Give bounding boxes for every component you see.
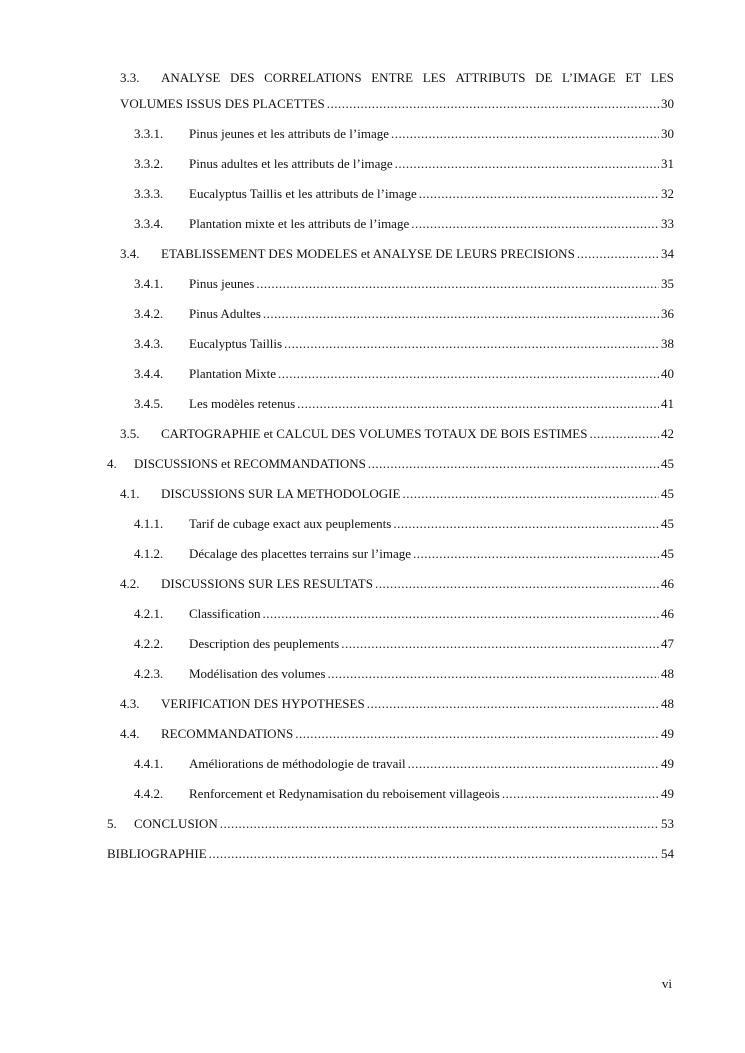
toc-entry[interactable]	[0, 334, 745, 354]
toc-page-number: 53	[661, 816, 674, 831]
toc-page-number: 36	[661, 306, 674, 321]
toc-title: Pinus jeunes	[189, 276, 255, 291]
toc-entry[interactable]	[0, 784, 745, 804]
toc-page-number: 30	[661, 126, 674, 141]
toc-page-number: 48	[661, 666, 674, 681]
toc-title: DISCUSSIONS SUR LA METHODOLOGIE	[161, 486, 401, 501]
toc-leader-dots	[341, 634, 659, 654]
toc-number: 3.4.1.	[134, 276, 164, 291]
toc-page-number: 49	[661, 726, 674, 741]
toc-page-number: 54	[661, 846, 674, 861]
toc-page-number: 38	[661, 336, 674, 351]
toc-entry[interactable]	[0, 214, 745, 234]
toc-leader-dots	[402, 484, 659, 504]
toc-page-number: 33	[661, 216, 674, 231]
toc-leader-dots	[297, 394, 659, 414]
toc-title: Eucalyptus Taillis	[189, 336, 283, 351]
toc-page-number: 34	[661, 246, 674, 261]
toc-number: 4.2.	[120, 576, 140, 591]
toc-page-number: 41	[661, 396, 674, 411]
toc-page-number: 42	[661, 426, 674, 441]
toc-title: VOLUMES ISSUS DES PLACETTES	[120, 96, 325, 111]
toc-number: 4.4.	[120, 726, 140, 741]
toc-entry[interactable]	[0, 304, 745, 324]
toc-title: DISCUSSIONS SUR LES RESULTATS	[161, 576, 373, 591]
toc-leader-dots	[502, 784, 659, 804]
toc-entry[interactable]	[0, 184, 745, 204]
toc-page-number: 48	[661, 696, 674, 711]
toc-page-number: 49	[661, 786, 674, 801]
toc-page-number: 45	[661, 546, 674, 561]
toc-leader-dots	[413, 544, 659, 564]
toc-leader-dots	[295, 724, 659, 744]
toc-leader-dots	[411, 214, 659, 234]
toc-title: Améliorations de méthodologie de travail	[189, 756, 406, 771]
toc-title: VERIFICATION DES HYPOTHESES	[161, 696, 365, 711]
toc-number: 4.2.3.	[134, 666, 164, 681]
toc-entry[interactable]	[0, 844, 745, 864]
toc-number: 3.4.4.	[134, 366, 164, 381]
toc-number: 3.3.1.	[134, 126, 164, 141]
toc-number: 3.3.2.	[134, 156, 164, 171]
toc-title: Classification	[189, 606, 261, 621]
toc-entry[interactable]	[0, 484, 745, 504]
toc-leader-dots	[278, 364, 659, 384]
toc-entry[interactable]	[0, 124, 745, 144]
toc-page-number: 31	[661, 156, 674, 171]
toc-page-number: 40	[661, 366, 674, 381]
toc-number: 3.4.5.	[134, 396, 164, 411]
toc-title: Les modèles retenus	[189, 396, 296, 411]
toc-number: 3.4.3.	[134, 336, 164, 351]
toc-number: 4.2.1.	[134, 606, 164, 621]
toc-leader-dots	[220, 814, 659, 834]
toc-leader-dots	[263, 304, 659, 324]
toc-number: 4.1.	[120, 486, 140, 501]
toc-page-number: 47	[661, 636, 674, 651]
toc-entry-3-3-line2[interactable]	[0, 94, 745, 114]
toc-leader-dots	[328, 664, 660, 684]
toc-leader-dots	[395, 154, 659, 174]
toc-leader-dots	[368, 454, 659, 474]
toc-page-number: 32	[661, 186, 674, 201]
toc-page-number: 46	[661, 606, 674, 621]
toc-title: Plantation mixte et les attributs de l’image	[189, 216, 410, 231]
toc-entry[interactable]	[0, 364, 745, 384]
toc-number: 4.4.2.	[134, 786, 164, 801]
toc-leader-dots	[209, 844, 659, 864]
toc-leader-dots	[577, 244, 659, 264]
toc-number: 3.4.2.	[134, 306, 164, 321]
toc-title: Pinus jeunes et les attributs de l’image	[189, 126, 390, 141]
toc-title: BIBLIOGRAPHIE	[107, 846, 207, 861]
toc-entry[interactable]	[0, 634, 745, 654]
toc-title: Pinus adultes et les attributs de l’image	[189, 156, 393, 171]
toc-number: 4.1.2.	[134, 546, 164, 561]
toc-number: 5.	[107, 816, 117, 831]
toc-leader-dots	[408, 754, 659, 774]
toc-title: Plantation Mixte	[189, 366, 277, 381]
toc-title: ETABLISSEMENT DES MODELES et ANALYSE DE LEURS PRECISIONS	[161, 246, 575, 261]
toc-number: 3.5.	[120, 426, 140, 441]
toc-title: CARTOGRAPHIE et CALCUL DES VOLUMES TOTAUX DE BOIS ESTIMES	[161, 426, 588, 441]
toc-leader-dots	[391, 124, 659, 144]
toc-leader-dots	[327, 94, 659, 114]
toc-entry[interactable]	[0, 424, 745, 444]
toc-leader-dots	[589, 424, 659, 444]
toc-entry[interactable]	[0, 394, 745, 414]
toc-entry[interactable]	[0, 694, 745, 714]
toc-title: Modélisation des volumes	[189, 666, 326, 681]
toc-leader-dots	[367, 694, 659, 714]
toc-title: DISCUSSIONS et RECOMMANDATIONS	[134, 456, 366, 471]
toc-page-number: 45	[661, 486, 674, 501]
page-number-footer: vi	[661, 976, 672, 991]
toc-number: 4.3.	[120, 696, 140, 711]
toc-page-number: 30	[661, 96, 674, 111]
toc-leader-dots	[393, 514, 659, 534]
toc-entry[interactable]	[0, 574, 745, 594]
toc-leader-dots	[375, 574, 659, 594]
toc-number: 3.3.	[120, 70, 140, 85]
toc-entry[interactable]	[0, 664, 745, 684]
toc-title: CONCLUSION	[134, 816, 218, 831]
toc-number: 4.2.2.	[134, 636, 164, 651]
toc-entry[interactable]	[0, 244, 745, 264]
toc-entry[interactable]	[0, 724, 745, 744]
toc-number: 4.	[107, 456, 117, 471]
toc-entry[interactable]	[0, 544, 745, 564]
toc-entry[interactable]	[0, 454, 745, 474]
toc-leader-dots	[419, 184, 659, 204]
toc-number: 4.4.1.	[134, 756, 164, 771]
toc-title: Pinus Adultes	[189, 306, 261, 321]
toc-entry[interactable]	[0, 154, 745, 174]
toc-number: 3.3.3.	[134, 186, 164, 201]
toc-leader-dots	[263, 604, 660, 624]
toc-leader-dots	[256, 274, 659, 294]
toc-entry[interactable]	[0, 604, 745, 624]
toc-number: 3.3.4.	[134, 216, 164, 231]
toc-page-number: 49	[661, 756, 674, 771]
toc-entry-3-3-line1[interactable]	[0, 68, 745, 88]
toc-entry[interactable]	[0, 274, 745, 294]
toc-entry[interactable]	[0, 814, 745, 834]
toc-entry[interactable]	[0, 754, 745, 774]
toc-title: Tarif de cubage exact aux peuplements	[189, 516, 392, 531]
toc-page-number: 46	[661, 576, 674, 591]
toc-page-number: 45	[661, 516, 674, 531]
toc-entry[interactable]	[0, 514, 745, 534]
toc-title: RECOMMANDATIONS	[161, 726, 294, 741]
toc-title-line1: ANALYSE DES CORRELATIONS ENTRE LES ATTRIBUTS DE L’IMAGE ET LES	[161, 70, 674, 85]
toc-number: 3.4.	[120, 246, 140, 261]
toc-title: Description des peuplements	[189, 636, 340, 651]
toc-title: Renforcement et Redynamisation du reboisement villageois	[189, 786, 500, 801]
toc-number: 4.1.1.	[134, 516, 164, 531]
toc-page-number: 45	[661, 456, 674, 471]
toc-title: Décalage des placettes terrains sur l’image	[189, 546, 411, 561]
toc-title: Eucalyptus Taillis et les attributs de l’image	[189, 186, 417, 201]
toc-leader-dots	[284, 334, 659, 354]
toc-page-number: 35	[661, 276, 674, 291]
